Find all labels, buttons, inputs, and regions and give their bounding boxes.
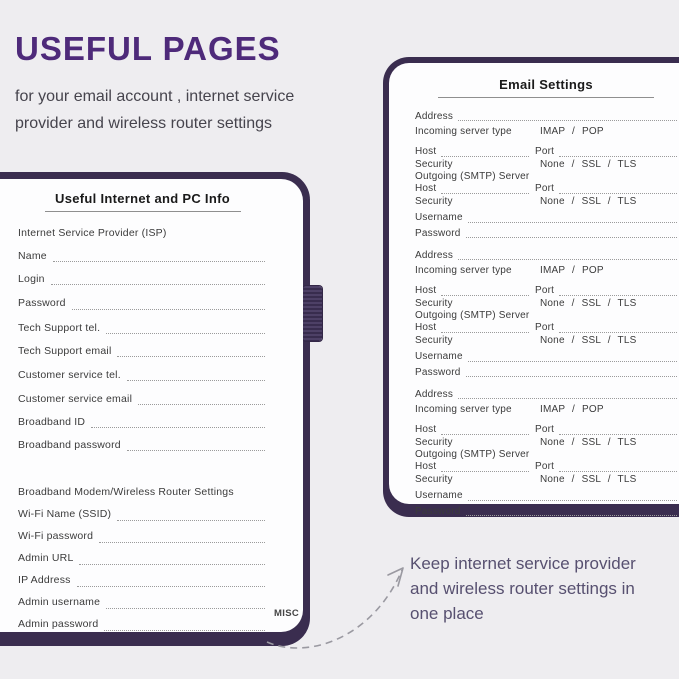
field-address [415,386,677,402]
field-label: IP Address [18,574,71,586]
field-options: None / SSL / TLS [540,473,637,485]
field-label: Admin password [18,618,99,630]
field-label: Wi-Fi password [18,530,94,542]
write-in-line [559,147,677,157]
section-header-label: Broadband Modem/Wireless Router Settings [18,485,234,498]
field-label: Tech Support tel. [18,321,101,334]
right-notebook-page [389,63,679,517]
field-host-port [415,460,677,473]
write-in-line [458,389,677,399]
dashed-arrow-icon [253,552,428,657]
pen-loop [303,286,322,341]
header [15,30,375,137]
field-label: Admin URL [18,552,74,564]
field-options: None / SSL / TLS [540,334,637,346]
field-admin-url [18,547,267,569]
field-label: Username [415,490,463,501]
field-security [415,195,677,207]
field-label: Port [535,424,555,435]
write-in-line [458,250,677,260]
field-wifi-password [18,525,267,547]
page-subtitle [15,83,375,137]
field-ip-address [18,569,267,591]
write-in-line [559,323,677,333]
field-username [415,349,677,364]
field-options: IMAP / POP [540,126,604,137]
write-in-line [441,323,529,333]
write-in-line [441,425,529,435]
field-password [415,503,677,519]
field-options: IMAP / POP [540,265,604,276]
field-label: Security [415,473,453,485]
field-label: Tech Support email [18,344,112,357]
field-label: Username [415,212,463,223]
left-heading-underline [45,211,241,212]
write-in-line [468,491,677,501]
field-customer-service-email [18,387,267,410]
field-security [415,297,677,309]
write-in-line [458,111,677,121]
field-customer-service-tel [18,362,267,387]
field-security [415,334,677,346]
write-in-line [466,367,677,377]
field-password [415,364,677,380]
caption-line-1: Keep internet service provider [410,554,636,573]
field-admin-password [18,613,267,635]
field-label: Host [415,183,437,194]
field-incoming-server-type [415,263,677,278]
field-label: Incoming server type [415,404,512,415]
write-in-line [51,272,265,285]
field-outgoing-smtp-server [415,309,677,321]
right-heading-underline [438,97,654,98]
field-label: Admin username [18,596,101,608]
field-security [415,158,677,170]
field-label: Host [415,424,437,435]
field-username [415,210,677,225]
field-login [18,267,267,290]
email-settings-blocks [415,108,677,519]
write-in-line [559,425,677,435]
write-in-line [99,530,265,543]
field-options: None / SSL / TLS [540,158,637,170]
write-in-line [466,506,677,516]
field-label: Address [415,110,454,122]
caption-line-2: and wireless router settings in [410,579,635,598]
field-label: Incoming server type [415,265,512,276]
write-in-line [138,392,265,405]
field-isp-header [18,221,267,244]
caption-line-3: one place [410,604,484,623]
field-tech-support-tel [18,316,267,339]
field-label: Address [415,388,454,400]
field-label: Customer service tel. [18,368,121,381]
write-in-line [441,184,529,194]
field-label: Security [415,158,453,170]
write-in-line [106,321,265,334]
field-label: Outgoing (SMTP) Server [415,170,530,182]
field-options: None / SSL / TLS [540,297,637,309]
field-host-port [415,423,677,436]
field-broadband-id [18,410,267,433]
field-tech-support-email [18,339,267,362]
write-in-line [559,462,677,472]
write-in-line [117,508,265,521]
field-incoming-server-type [415,402,677,417]
field-label: Security [415,436,453,448]
field-label: Name [18,249,47,262]
field-label: Security [415,297,453,309]
write-in-line [127,438,265,451]
right-notebook-cover [383,57,679,517]
field-outgoing-smtp-server [415,448,677,460]
field-host-port [415,321,677,334]
field-label: Outgoing (SMTP) Server [415,309,530,321]
router-settings-section-header [18,480,267,503]
field-label: Password [18,297,66,309]
write-in-line [441,286,529,296]
subtitle-line-2: provider and wireless router settings [15,115,273,132]
write-in-line [53,249,265,262]
field-admin-username [18,591,267,613]
field-label: Customer service email [18,392,133,405]
field-host-port [415,182,677,195]
field-label: Password [415,366,461,378]
write-in-line [72,297,265,310]
write-in-line [559,184,677,194]
write-in-line [466,228,677,238]
write-in-line [91,415,265,428]
field-options: None / SSL / TLS [540,195,637,207]
field-label: Host [415,322,437,333]
write-in-line [468,213,677,223]
field-label: Security [415,195,453,207]
field-label: Security [415,334,453,346]
write-in-line [441,147,529,157]
field-label: Incoming server type [415,126,512,137]
field-options: IMAP / POP [540,404,604,415]
field-password [415,225,677,241]
right-page-content [415,77,677,519]
field-label: Wi-Fi Name (SSID) [18,508,112,520]
field-label: Host [415,285,437,296]
field-name [18,244,267,267]
right-page-heading: Email Settings [499,77,593,92]
field-security [415,473,677,485]
field-label: Port [535,461,555,472]
write-in-line [77,574,265,587]
field-incoming-server-type [415,124,677,139]
field-label: Address [415,249,454,261]
field-host-port [415,145,677,158]
field-label: Port [535,322,555,333]
field-label: Login [18,272,45,285]
field-label: Internet Service Provider (ISP) [18,226,167,239]
field-host-port [415,284,677,297]
write-in-line [106,596,265,609]
field-wifi-name [18,503,267,525]
page-title: USEFUL PAGES [15,30,281,67]
left-page-content [18,191,267,632]
write-in-line [117,344,265,357]
page-footer-tab: MISC [274,608,299,619]
write-in-line [79,552,265,565]
write-in-line [104,618,265,631]
subtitle-line-1: for your email account , internet service [15,88,295,105]
field-label: Password [415,227,461,239]
field-label: Broadband ID [18,415,86,428]
field-label: Broadband password [18,438,121,451]
write-in-line [468,352,677,362]
field-username [415,488,677,503]
field-options: None / SSL / TLS [540,436,637,448]
write-in-line [127,368,265,381]
field-label: Port [535,285,555,296]
left-page-heading: Useful Internet and PC Info [55,191,230,206]
field-address [415,247,677,263]
field-password [18,290,267,316]
field-outgoing-smtp-server [415,170,677,182]
field-label: Username [415,351,463,362]
field-address [415,108,677,124]
field-label: Password [415,505,461,517]
write-in-line [559,286,677,296]
field-label: Host [415,146,437,157]
write-in-line [441,462,529,472]
field-label: Outgoing (SMTP) Server [415,448,530,460]
field-label: Port [535,146,555,157]
email-settings-block [415,386,677,519]
field-security [415,436,677,448]
annotation-caption [410,551,636,626]
field-label: Host [415,461,437,472]
email-settings-block [415,108,677,241]
email-settings-block [415,247,677,380]
field-label: Port [535,183,555,194]
field-broadband-password [18,433,267,456]
